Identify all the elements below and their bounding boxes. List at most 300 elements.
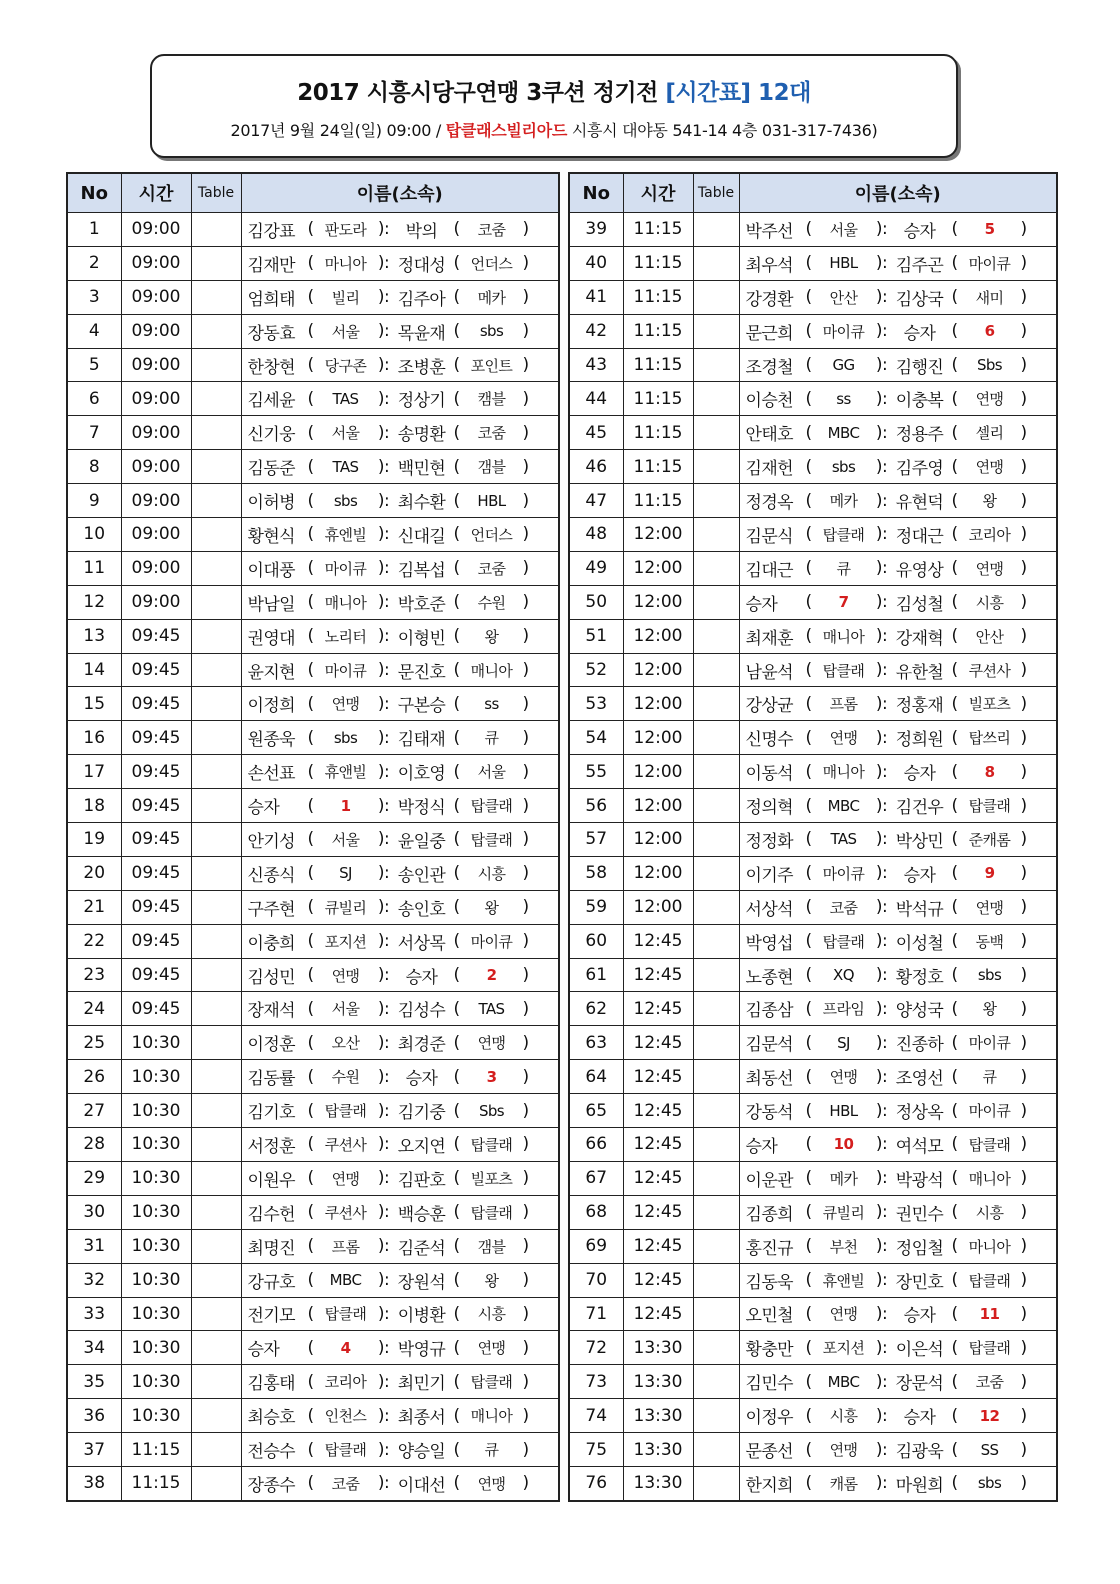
player-pair — [242, 518, 559, 551]
table-number-cell — [191, 551, 241, 585]
match-players — [739, 1026, 1057, 1060]
paren-open: ( — [307, 863, 314, 884]
paren-close: ) — [522, 965, 529, 986]
player-a-name: 김종희 — [745, 1204, 793, 1225]
player-b-name: 양성국 — [895, 1001, 944, 1022]
table-number-cell — [191, 890, 241, 924]
player-b-club: 빌포츠 — [470, 1169, 513, 1188]
match-no: 72 — [569, 1331, 623, 1365]
paren-close: ) — [1020, 1032, 1027, 1053]
match-no: 2 — [67, 246, 121, 280]
player-a-club: 연맹 — [331, 695, 360, 714]
match-players — [241, 246, 559, 280]
player-pair — [740, 1433, 1057, 1466]
player-a-name: 김동률 — [247, 1069, 295, 1090]
match-no: 66 — [569, 1128, 623, 1162]
paren-open: ( — [951, 388, 958, 409]
player-a-name: 정정화 — [745, 831, 793, 852]
match-players — [241, 348, 559, 382]
table-row — [67, 416, 559, 450]
match-time: 09:00 — [121, 213, 191, 247]
player-pair — [740, 755, 1057, 788]
player-b-name: 김주영 — [895, 459, 944, 480]
paren-open: ( — [951, 727, 958, 748]
paren-open: ( — [307, 388, 314, 409]
paren-close: ) — [522, 1066, 529, 1087]
paren-open: ( — [453, 321, 460, 342]
match-players — [739, 1399, 1057, 1433]
paren-colon: ): — [875, 287, 888, 308]
player-a-club: 큐빌리 — [822, 1203, 865, 1222]
paren-colon: ): — [377, 693, 390, 714]
paren-close: ) — [1020, 422, 1027, 443]
player-a-club: 포지션 — [822, 1339, 865, 1358]
paren-open: ( — [453, 1405, 460, 1426]
player-pair — [242, 925, 559, 958]
match-no: 60 — [569, 924, 623, 958]
paren-colon: ): — [377, 490, 390, 511]
player-pair — [740, 518, 1057, 551]
player-pair — [242, 620, 559, 653]
player-b-club: 탑클래 — [968, 1271, 1011, 1290]
paren-close: ) — [522, 795, 529, 816]
paren-colon: ): — [875, 219, 888, 240]
match-players — [739, 1365, 1057, 1399]
paren-open: ( — [307, 1473, 314, 1494]
paren-open: ( — [805, 626, 812, 647]
match-no: 24 — [67, 992, 121, 1026]
paren-colon: ): — [377, 1337, 390, 1358]
match-players — [241, 924, 559, 958]
match-no: 45 — [569, 416, 623, 450]
match-players — [739, 314, 1057, 348]
player-b-club: 코줌 — [477, 220, 506, 239]
paren-open: ( — [453, 727, 460, 748]
match-no: 3 — [67, 280, 121, 314]
paren-open: ( — [453, 388, 460, 409]
table-row — [67, 687, 559, 721]
match-players — [241, 1195, 559, 1229]
paren-close: ) — [522, 287, 529, 308]
table-row — [569, 856, 1057, 890]
match-no: 55 — [569, 755, 623, 789]
player-a-club: 코줌 — [331, 1474, 360, 1493]
player-b-club: 탑클래 — [968, 1135, 1011, 1154]
player-a-club: 캐롬 — [829, 1474, 858, 1493]
match-no: 64 — [569, 1060, 623, 1094]
paren-open: ( — [453, 863, 460, 884]
paren-colon: ): — [875, 965, 888, 986]
match-no: 6 — [67, 382, 121, 416]
player-pair — [740, 1162, 1057, 1195]
paren-close: ) — [1020, 253, 1027, 274]
match-time: 12:00 — [623, 890, 693, 924]
player-a-club: MBC — [827, 1372, 860, 1391]
player-b-club: 탑클래 — [968, 797, 1011, 816]
paren-open: ( — [453, 1066, 460, 1087]
paren-close: ) — [1020, 1303, 1027, 1324]
player-b-club: 매니아 — [470, 1407, 513, 1426]
paren-open: ( — [453, 524, 460, 545]
player-a-name: 강동석 — [745, 1103, 793, 1124]
player-a-club: 매니아 — [822, 627, 865, 646]
player-a-club: GG — [832, 356, 855, 374]
paren-colon: ): — [875, 524, 888, 545]
paren-open: ( — [805, 1066, 812, 1087]
table-number-cell — [693, 348, 739, 382]
winner-ref-number: 6 — [984, 322, 995, 341]
paren-open: ( — [453, 456, 460, 477]
paren-colon: ): — [875, 1473, 888, 1494]
col-header-time: 시간 — [121, 173, 191, 213]
player-b-name: 조병훈 — [397, 357, 446, 378]
paren-colon: ): — [377, 863, 390, 884]
table-row — [569, 789, 1057, 823]
player-a-name: 조경철 — [745, 357, 793, 378]
paren-colon: ): — [875, 998, 888, 1019]
player-a-club: 마이큐 — [822, 322, 865, 341]
player-b-name: 승자 — [903, 1306, 936, 1327]
match-no: 23 — [67, 958, 121, 992]
paren-open: ( — [951, 998, 958, 1019]
player-a-name: 서상석 — [745, 899, 793, 920]
paren-close: ) — [522, 1337, 529, 1358]
paren-open: ( — [307, 727, 314, 748]
player-b-club: Sbs — [478, 1101, 505, 1120]
paren-colon: ): — [377, 524, 390, 545]
player-b-club: 탑클래 — [470, 1373, 513, 1392]
table-row — [569, 653, 1057, 687]
match-no: 34 — [67, 1331, 121, 1365]
table-number-cell — [693, 823, 739, 857]
paren-close: ) — [1020, 998, 1027, 1019]
player-pair — [740, 450, 1057, 483]
player-pair — [740, 1060, 1057, 1093]
paren-close: ) — [522, 253, 529, 274]
player-b-name: 백승훈 — [397, 1204, 446, 1225]
match-players — [241, 1297, 559, 1331]
player-b-club: 코리아 — [968, 525, 1011, 544]
player-pair — [740, 1230, 1057, 1263]
table-number-cell — [191, 314, 241, 348]
player-pair — [242, 823, 559, 856]
table-number-cell — [191, 755, 241, 789]
player-pair — [740, 349, 1057, 382]
player-b-name: 신대길 — [397, 526, 446, 547]
paren-open: ( — [453, 490, 460, 511]
player-b-name: 김행진 — [895, 357, 944, 378]
paren-open: ( — [307, 253, 314, 274]
match-no: 30 — [67, 1195, 121, 1229]
paren-close: ) — [1020, 693, 1027, 714]
paren-colon: ): — [875, 558, 888, 579]
player-a-name: 정경옥 — [745, 493, 793, 514]
player-a-name: 김세윤 — [247, 391, 295, 412]
match-players — [241, 1026, 559, 1060]
paren-close: ) — [522, 1202, 529, 1223]
player-a-name: 안태호 — [745, 425, 793, 446]
match-players — [739, 1060, 1057, 1094]
player-pair — [242, 349, 559, 382]
match-no: 27 — [67, 1094, 121, 1128]
match-time: 09:45 — [121, 992, 191, 1026]
paren-close: ) — [1020, 897, 1027, 918]
paren-open: ( — [307, 1439, 314, 1460]
col-header-name: 이름(소속) — [739, 173, 1057, 213]
player-a-name: 김성민 — [247, 967, 295, 988]
player-b-name: 목윤재 — [397, 323, 446, 344]
paren-open: ( — [307, 1202, 314, 1223]
paren-colon: ): — [875, 1337, 888, 1358]
player-b-club: Sbs — [976, 356, 1003, 374]
table-number-cell — [191, 653, 241, 687]
player-a-club: sbs — [831, 457, 856, 476]
player-a-club: TAS — [332, 457, 359, 476]
player-a-club: 부천 — [829, 1237, 858, 1256]
player-pair — [740, 959, 1057, 992]
player-a-club: 프라임 — [822, 1000, 865, 1019]
paren-close: ) — [1020, 1270, 1027, 1291]
player-b-name: 김주아 — [397, 289, 446, 310]
paren-open: ( — [307, 1303, 314, 1324]
paren-open: ( — [951, 524, 958, 545]
paren-colon: ): — [875, 897, 888, 918]
player-b-name: 장원석 — [397, 1272, 446, 1293]
table-number-cell — [693, 551, 739, 585]
player-a-name: 남윤석 — [745, 662, 793, 683]
paren-open: ( — [307, 592, 314, 613]
player-a-club: 마이큐 — [822, 864, 865, 883]
paren-open: ( — [307, 626, 314, 647]
paren-colon: ): — [377, 1473, 390, 1494]
paren-close: ) — [1020, 1100, 1027, 1121]
player-a-club: SJ — [837, 1033, 850, 1052]
table-number-cell — [693, 856, 739, 890]
match-players — [241, 890, 559, 924]
match-players — [241, 619, 559, 653]
table-number-cell — [191, 1195, 241, 1229]
paren-colon: ): — [377, 931, 390, 952]
match-no: 12 — [67, 585, 121, 619]
player-b-club: 왕 — [484, 1271, 499, 1290]
match-no: 57 — [569, 823, 623, 857]
match-time: 11:15 — [623, 484, 693, 518]
player-a-club: 연맹 — [829, 1305, 858, 1324]
paren-colon: ): — [377, 1439, 390, 1460]
player-b-club: 탑클래 — [470, 1135, 513, 1154]
match-time: 09:45 — [121, 755, 191, 789]
paren-open: ( — [805, 897, 812, 918]
paren-open: ( — [951, 897, 958, 918]
player-b-club: 동백 — [975, 932, 1004, 951]
winner-ref-number: 5 — [984, 220, 995, 239]
paren-colon: ): — [875, 1100, 888, 1121]
paren-colon: ): — [875, 795, 888, 816]
table-row — [569, 213, 1057, 247]
player-b-club: 마이큐 — [968, 1034, 1011, 1053]
match-players — [739, 280, 1057, 314]
player-b-name: 김태재 — [397, 730, 446, 751]
winner-ref-number: 7 — [838, 593, 849, 612]
paren-open: ( — [453, 1337, 460, 1358]
paren-open: ( — [805, 1303, 812, 1324]
player-pair — [242, 992, 559, 1025]
match-time: 09:45 — [121, 619, 191, 653]
table-number-cell — [191, 585, 241, 619]
match-no: 61 — [569, 958, 623, 992]
paren-colon: ): — [377, 897, 390, 918]
player-a-club: 휴앤빌 — [822, 1271, 865, 1290]
table-row — [67, 924, 559, 958]
table-number-cell — [693, 1026, 739, 1060]
player-b-name: 양승일 — [397, 1442, 446, 1462]
table-row — [67, 789, 559, 823]
table-number-cell — [693, 789, 739, 823]
table-number-cell — [191, 280, 241, 314]
table-row — [67, 1433, 559, 1467]
player-b-name: 박석규 — [895, 899, 944, 920]
table-number-cell — [191, 619, 241, 653]
match-time: 12:45 — [623, 1161, 693, 1195]
event-address: 시흥시 대야동 541-14 4층 031-317-7436) — [571, 121, 878, 140]
match-time: 09:00 — [121, 382, 191, 416]
table-row — [569, 246, 1057, 280]
match-no: 37 — [67, 1433, 121, 1467]
table-row — [67, 1263, 559, 1297]
table-number-cell — [191, 1466, 241, 1500]
player-a-club: 마이큐 — [324, 661, 367, 680]
player-b-name: 박호준 — [397, 594, 446, 615]
match-time: 12:45 — [623, 1128, 693, 1162]
player-pair — [242, 1196, 559, 1229]
match-no: 40 — [569, 246, 623, 280]
match-no: 65 — [569, 1094, 623, 1128]
player-b-club: 빌포츠 — [968, 695, 1011, 714]
match-time: 09:45 — [121, 958, 191, 992]
table-number-cell — [693, 484, 739, 518]
player-b-club: 탑클래 — [968, 1339, 1011, 1358]
player-b-name: 송명환 — [397, 425, 446, 446]
paren-open: ( — [453, 761, 460, 782]
player-b-name: 강재혁 — [895, 628, 944, 649]
player-a-club: 연맹 — [829, 1441, 858, 1459]
paren-open: ( — [951, 1439, 958, 1460]
table-row — [569, 687, 1057, 721]
paren-open: ( — [453, 660, 460, 681]
paren-close: ) — [522, 761, 529, 782]
paren-colon: ): — [377, 727, 390, 748]
paren-open: ( — [805, 1337, 812, 1358]
paren-close: ) — [1020, 524, 1027, 545]
paren-open: ( — [805, 1168, 812, 1189]
player-pair — [242, 1433, 559, 1466]
table-number-cell — [191, 1026, 241, 1060]
match-time: 11:15 — [623, 382, 693, 416]
player-b-club: ss — [484, 694, 499, 713]
paren-colon: ): — [875, 253, 888, 274]
match-time: 12:45 — [623, 1094, 693, 1128]
player-b-name: 이대선 — [397, 1475, 446, 1496]
player-a-club: 매니아 — [324, 593, 367, 612]
match-no: 35 — [67, 1365, 121, 1399]
table-row — [67, 1331, 559, 1365]
table-row — [569, 450, 1057, 484]
paren-open: ( — [951, 1100, 958, 1121]
player-b-name: 정용주 — [895, 425, 944, 446]
match-players — [241, 314, 559, 348]
paren-colon: ): — [875, 1168, 888, 1189]
match-time: 09:45 — [121, 856, 191, 890]
table-header-row — [67, 173, 559, 213]
paren-open: ( — [805, 761, 812, 782]
player-b-name: 승자 — [903, 764, 936, 785]
paren-close: ) — [522, 1405, 529, 1426]
table-row — [67, 1399, 559, 1433]
event-date: 2017년 9월 24일(일) 09:00 / — [230, 121, 441, 140]
player-b-name: 장문석 — [895, 1374, 944, 1395]
match-no: 74 — [569, 1399, 623, 1433]
match-time: 10:30 — [121, 1399, 191, 1433]
paren-open: ( — [951, 863, 958, 884]
winner-ref-number: 11 — [979, 1304, 1000, 1323]
player-a-name: 전승수 — [247, 1442, 295, 1462]
player-b-name: 최경준 — [397, 1035, 446, 1056]
player-a-club: 큐 — [836, 559, 851, 578]
paren-colon: ): — [875, 693, 888, 714]
table-number-cell — [191, 1297, 241, 1331]
match-no: 32 — [67, 1263, 121, 1297]
player-b-club: 마이큐 — [968, 254, 1011, 273]
player-a-club: 휴엔빌 — [324, 525, 367, 544]
paren-colon: ): — [875, 1371, 888, 1392]
player-b-club: 셀리 — [975, 424, 1004, 443]
match-players — [241, 856, 559, 890]
player-b-club: 메카 — [477, 288, 506, 307]
match-time: 12:00 — [623, 856, 693, 890]
match-players — [739, 890, 1057, 924]
table-number-cell — [693, 755, 739, 789]
paren-open: ( — [453, 287, 460, 308]
match-players — [241, 1466, 559, 1500]
match-time: 10:30 — [121, 1195, 191, 1229]
player-a-club: TAS — [830, 830, 857, 849]
player-a-name: 최우석 — [745, 255, 793, 276]
match-time: 13:30 — [623, 1399, 693, 1433]
paren-open: ( — [453, 1303, 460, 1324]
match-no: 59 — [569, 890, 623, 924]
paren-open: ( — [805, 931, 812, 952]
match-no: 43 — [569, 348, 623, 382]
player-b-club: 탑클래 — [470, 797, 513, 816]
paren-open: ( — [951, 1168, 958, 1189]
paren-close: ) — [1020, 1236, 1027, 1257]
table-row — [569, 416, 1057, 450]
paren-colon: ): — [875, 422, 888, 443]
paren-colon: ): — [377, 1202, 390, 1223]
match-no: 70 — [569, 1263, 623, 1297]
match-time: 10:30 — [121, 1060, 191, 1094]
paren-open: ( — [805, 829, 812, 850]
match-no: 1 — [67, 213, 121, 247]
paren-open: ( — [307, 1270, 314, 1291]
table-row — [569, 1399, 1057, 1433]
match-players — [241, 958, 559, 992]
match-players — [241, 551, 559, 585]
match-time: 12:00 — [623, 619, 693, 653]
paren-colon: ): — [875, 1134, 888, 1155]
player-b-name: 승자 — [903, 865, 936, 886]
player-pair — [242, 654, 559, 687]
